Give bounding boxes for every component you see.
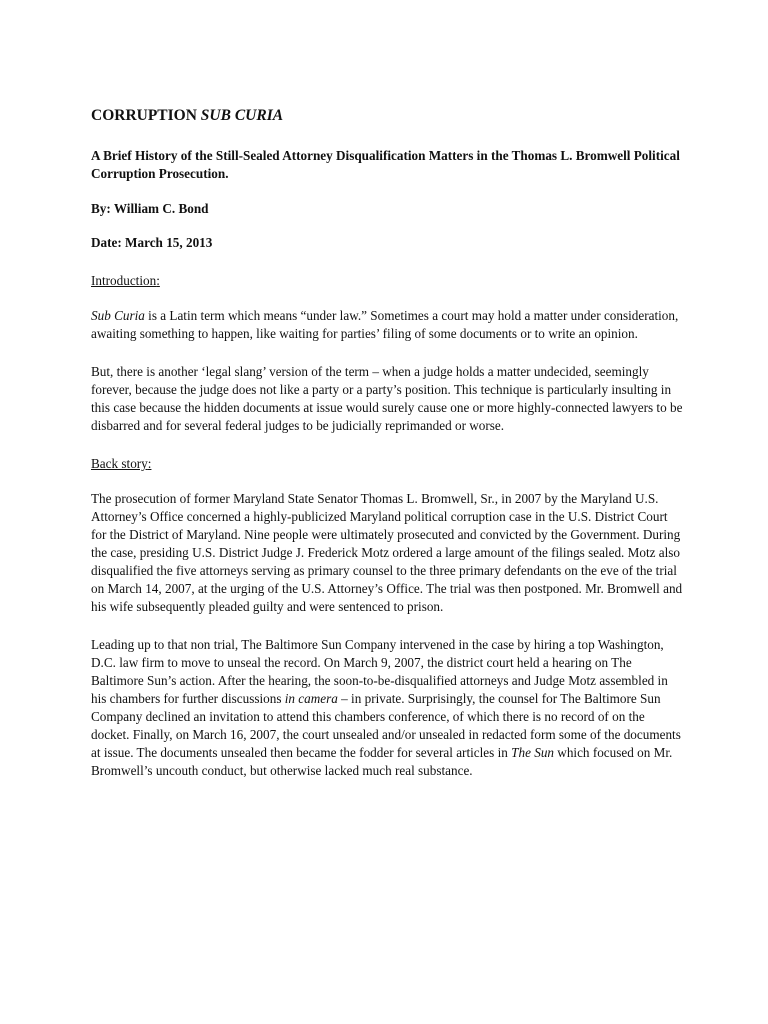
back-story-paragraph-2: [91, 636, 683, 780]
the-sun-term: The Sun: [511, 745, 554, 760]
introduction-heading: [91, 272, 683, 290]
sub-curia-term: Sub Curia: [91, 308, 145, 323]
author-byline: By: William C. Bond: [91, 201, 209, 216]
document-page: [91, 106, 683, 797]
back-story-heading-text: Back story: [91, 456, 148, 471]
title-main: CORRUPTION: [91, 107, 201, 124]
in-camera-term: in camera: [284, 691, 338, 706]
introduction-heading-text: Introduction: [91, 273, 157, 288]
introduction-paragraph-1-text: is a Latin term which means “under law.” Sometimes a court may hold a matter under consideration, awaiting something to happen, like waiting for parties’ filing of some documents or to write an opinion.: [91, 308, 679, 341]
back-story-paragraph-2-part-c: which focused on Mr. Bromwell’s uncouth conduct, but otherwise lacked much real substance.: [91, 745, 673, 778]
back-story-heading-colon: :: [147, 456, 152, 471]
document-subtitle: A Brief History of the Still-Sealed Attorney Disqualification Matters in the Thomas L. Bromwell Political Corruption Prosecution.: [91, 148, 680, 181]
back-story-paragraph-2-part-a: Leading up to that non trial, The Baltimore Sun Company intervened in the case by hiring a top Washington, D.C. law firm to move to unseal the record. On March 9, 2007, the district court held a hearing on The Baltimore Sun’s action. After the hearing, the soon-to-be-disqualified attorneys and Judge Motz assembled in his chambers for further discussions: [91, 637, 668, 706]
back-story-paragraph-1: The prosecution of former Maryland State Senator Thomas L. Bromwell, Sr., in 2007 by the Maryland U.S. Attorney’s Office concerned a highly-publicized Maryland political corruption case in the U.S. District Court for the District of Maryland. Nine people were ultimately prosecuted and convicted by the Government. During the case, presiding U.S. District Judge J. Frederick Motz ordered a large amount of the filings sealed. Motz also disqualified the five attorneys serving as primary counsel to the three primary defendants on the eve of the trial on March 14, 2007, at the urging of the U.S. Attorney’s Office. The trial was then postponed. Mr. Bromwell and his wife subsequently pleaded guilty and were sentenced to prison.: [91, 491, 683, 614]
introduction-paragraph-2: But, there is another ‘legal slang’ version of the term – when a judge holds a matter undecided, seemingly forever, because the judge does not like a party or a party’s position. This technique is particularly insulting in this case because the hidden documents at issue would surely cause one or more highly-connected lawyers to be disbarred and for several federal judges to be judicially reprimanded or worse.: [91, 364, 683, 433]
introduction-paragraph-1: [91, 307, 683, 343]
back-story-heading: [91, 455, 683, 473]
introduction-heading-colon: :: [156, 273, 160, 288]
document-date: Date: March 15, 2013: [91, 235, 213, 250]
document-title: [91, 106, 683, 126]
title-italic: SUB CURIA: [200, 107, 284, 124]
back-story-paragraph-2-part-b: – in private. Surprisingly, the counsel for The Baltimore Sun Company declined an invitation to attend this chambers conference, of which there is no record of on the docket. Finally, on March 16, 2007, the court unsealed and/or unsealed in redacted form some of the documents at issue. The documents unsealed then became the fodder for several articles in: [91, 691, 681, 760]
